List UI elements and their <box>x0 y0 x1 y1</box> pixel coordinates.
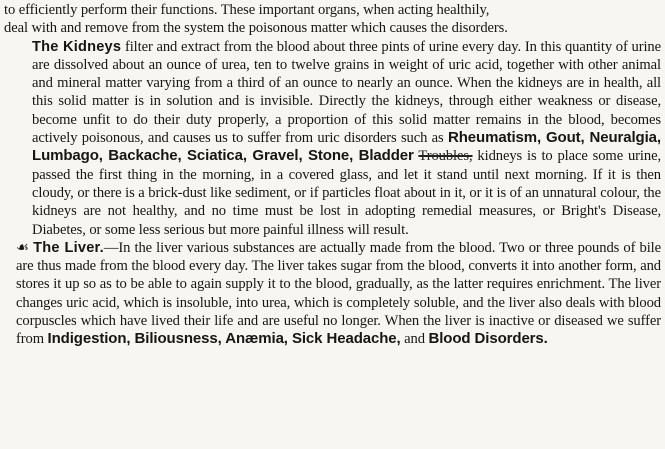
kidneys-text-b: kidneys is to place some urine, passed the first thing in the morning, in a covered glass, and let it stand until next morning. If it is then cloudy, or there is a brick-dust like sediment, or if particles float about in it, or it is of an unnatural colour, the kidneys are not healthy, and no time must be lost in adopting remedial measures, or Bright's Disease, Diabetes, or some less serious but more painful illness will result. <box>32 148 661 238</box>
kidneys-heading: The Kidneys <box>32 38 122 55</box>
kidneys-text-a: filter and extract from the blood about three pints of urine every day. In this quantity of urine are dissolved about an ounce of urea, ten to twelve grains in weight of uric acid, together with other animal and mineral matter varying from a third of an ounce to nearly an ounce. When the kidneys are in health, all this solid matter is in solution and is invisible. Directly the kidneys, through either weakness or disease, become unfit to do their duty properly, a proportion of this solid matter remains in the blood, becomes actively poisonous, and causes us to suffer from uric disorders such as <box>32 38 661 147</box>
intro-line-2: deal with and remove from the system the poisonous matter which causes the disorders. <box>4 20 508 37</box>
fleuron-icon: ☙ <box>16 239 29 256</box>
liver-and-word: and <box>400 331 429 348</box>
kidneys-garbled-text: Troubles, <box>418 148 473 165</box>
liver-disorders: Indigestion, Biliousness, Anæmia, Sick Headache, <box>47 330 401 348</box>
kidneys-disorders: Rheumatism, Gout, Neuralgia, Lumbago, Backache, Sciatica, Gravel, Stone, Bladder <box>32 129 661 165</box>
intro-line-1: to efficiently perform their functions. These important organs, when acting healthily, <box>4 2 490 18</box>
liver-disorders-end: Blood Disorders. <box>428 330 548 348</box>
intro-paragraph <box>4 1 661 38</box>
liver-text: —In the liver various substances are actually made from the blood. Two or three pounds of bile are thus made from the blood every day. The liver takes sugar from the blood, converts it into another form, and stores it up so as to be able to again supply it to the blood, gradually, as the latter requires enrichment. The liver changes uric acid, which is insoluble, into urea, which is completely soluble, and the liver also deals with blood corpuscles which have lived their life and are useful no longer. When the liver is inactive or diseased we suffer from <box>16 239 661 348</box>
liver-paragraph <box>4 239 661 349</box>
liver-heading: The Liver. <box>33 239 104 256</box>
kidneys-paragraph <box>4 38 661 239</box>
